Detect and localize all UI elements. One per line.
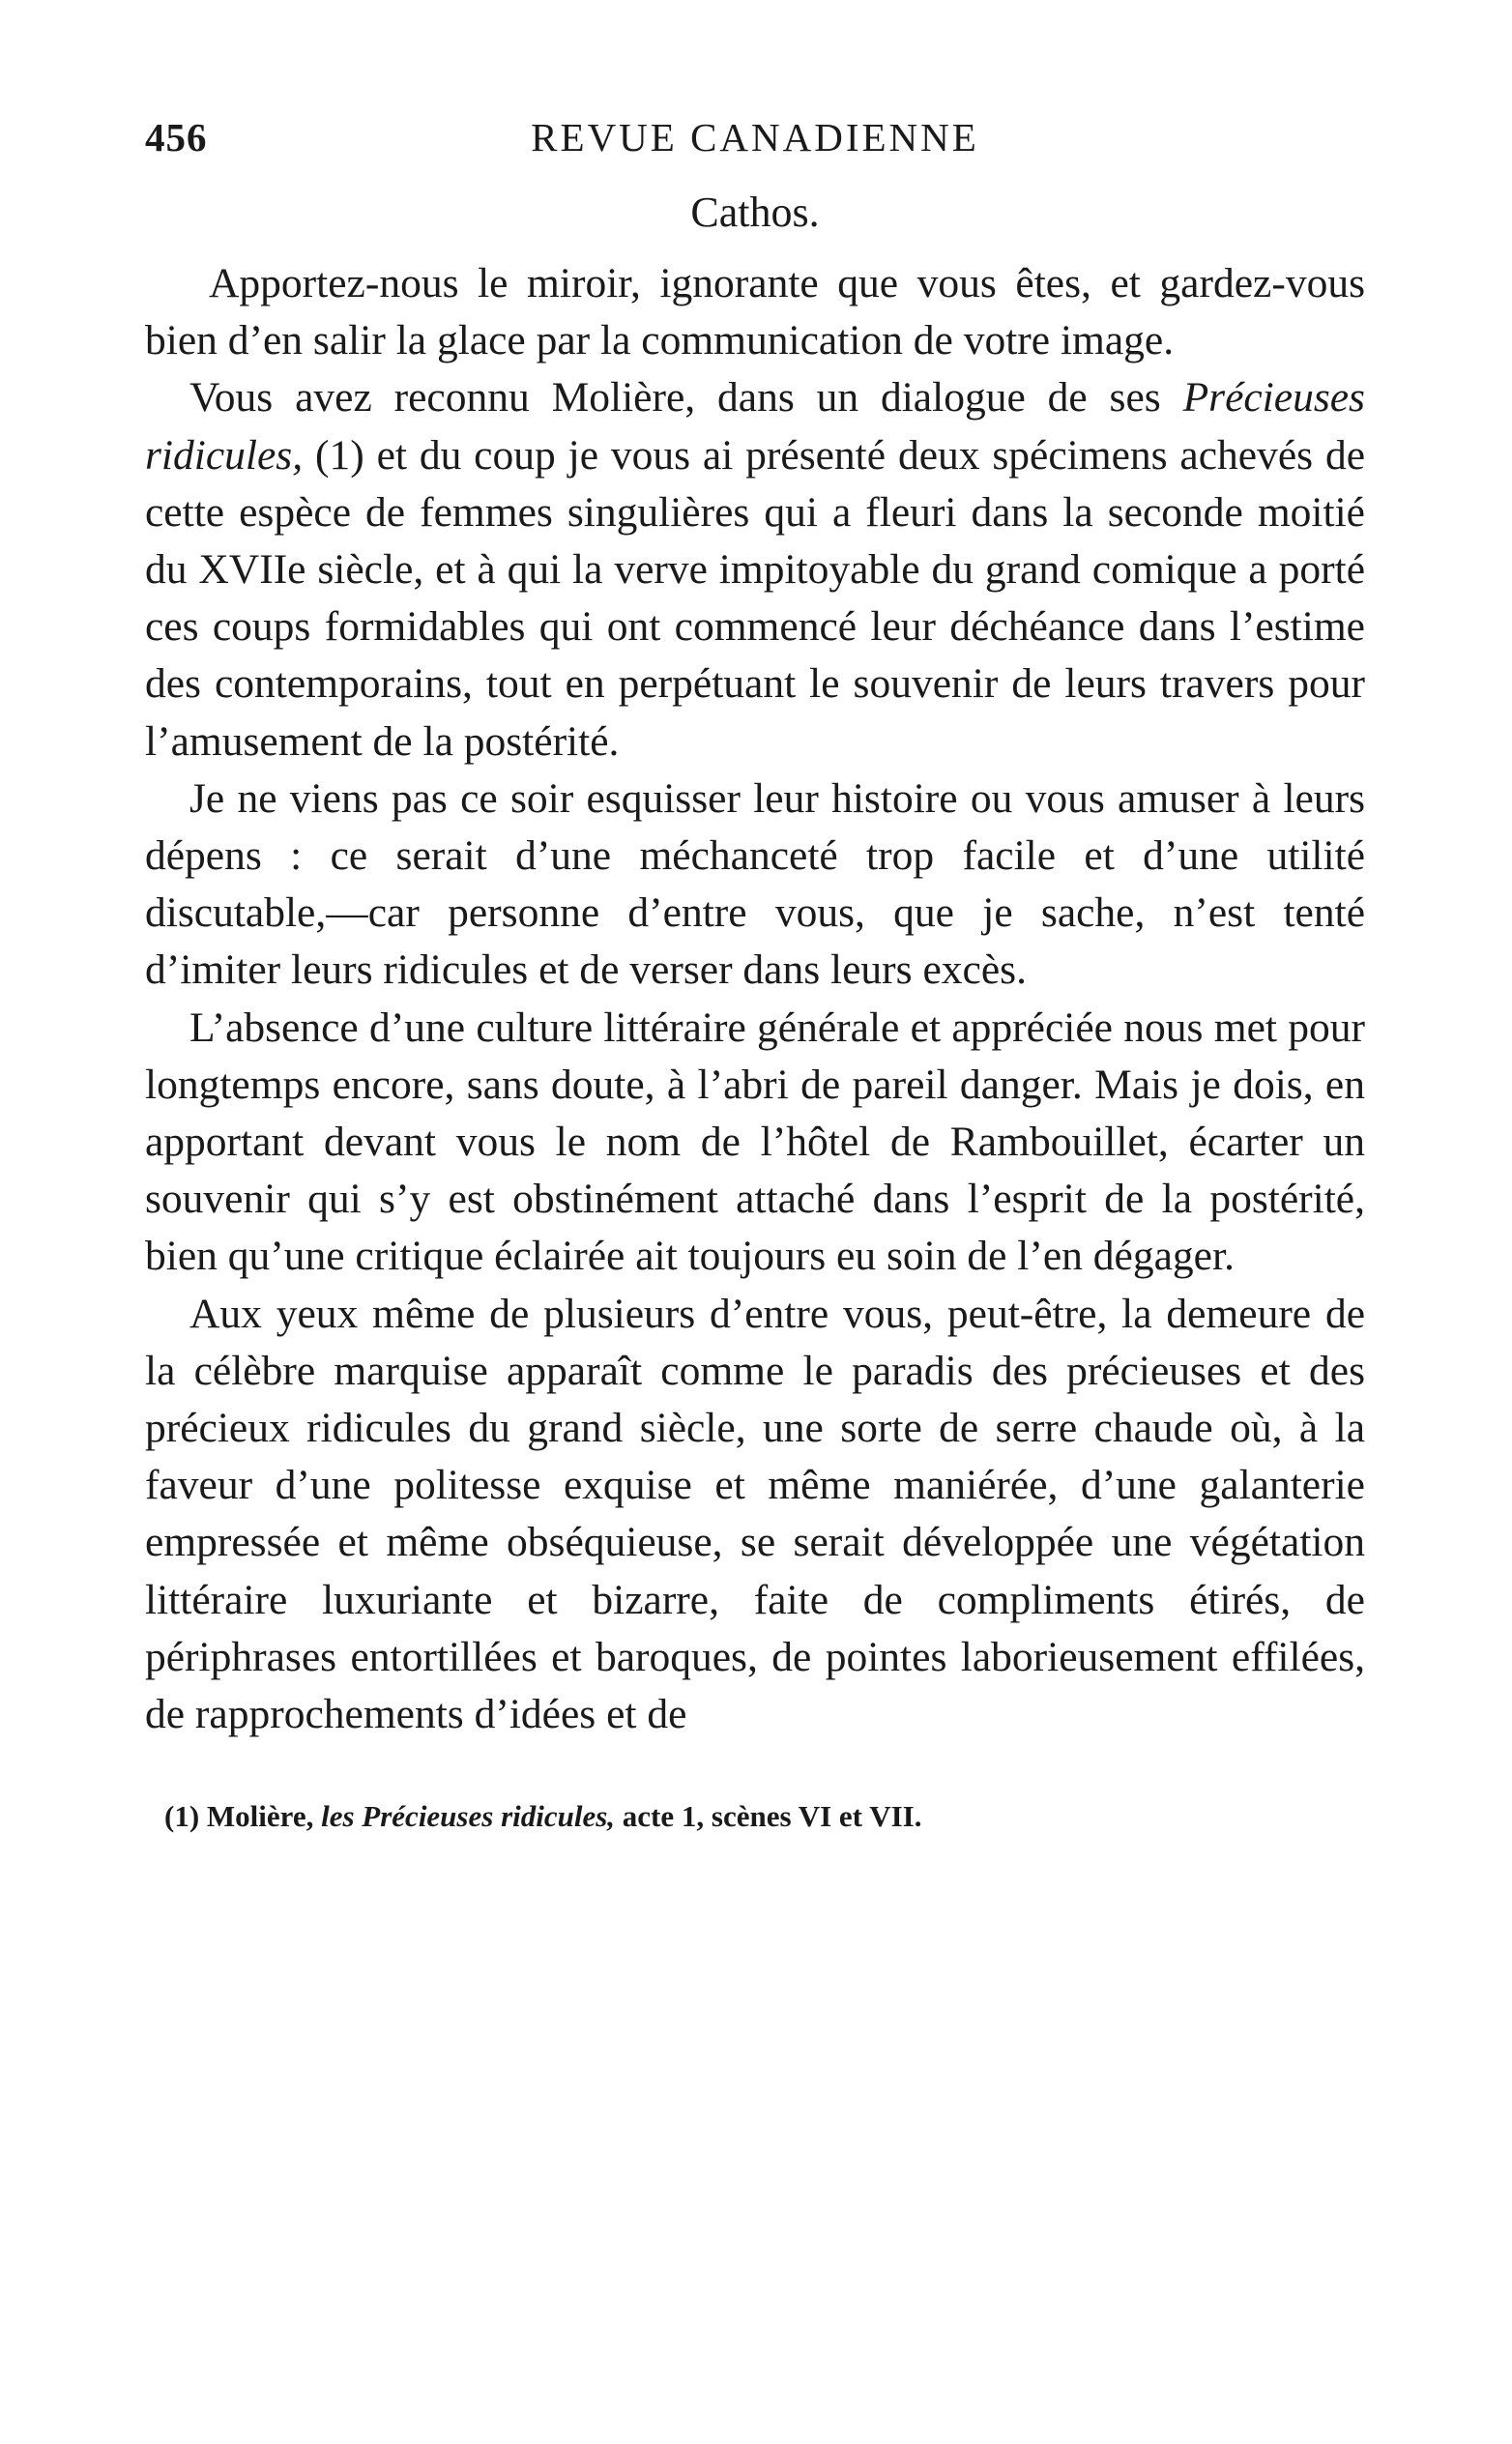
book-page	[145, 114, 1365, 1836]
footnote-work-title: les Précieuses ridicules,	[321, 1799, 616, 1834]
paragraph-culture: L’absence d’une culture littéraire générale et appréciée nous met pour longtemps encore, sans doute, à l’abri de pareil danger. Mais je dois, en apportant devant vous le nom de l’hôtel de Rambouillet, écarter un souvenir qui s’y est obstinément attaché dans l’esprit de la postérité, bien qu’une critique éclairée ait toujours eu soin de l’en dégager.	[145, 1004, 1365, 1280]
page-number: 456	[145, 115, 208, 160]
paragraph-moliere-text-start: Vous avez reconnu Molière, dans un dialogue de ses	[189, 374, 1161, 422]
paragraph-salon: Aux yeux même de plusieurs d’entre vous, peut-être, la demeure de la célèbre marquise apparaît comme le paradis des précieuses et des précieux ridicules du grand siècle, une sorte de serre chaude où, à la faveur d’une politesse exquise et même maniérée, d’une galanterie empressée et même obséquieuse, se serait développée une végétation littéraire luxuriante et bizarre, faite de compliments étirés, de périphrases entortillées et baroques, de pointes laborieusement effilées, de rapprochements d’idées et de	[145, 1290, 1365, 1738]
paragraph-intent: Je ne viens pas ce soir esquisser leur histoire ou vous amuser à leurs dépens : ce serait d’une méchanceté trop facile et d’une utilité discutable,—car personne d’entre vous, que je sache, n’est tenté d’imiter leurs ridicules et de verser dans leurs excès.	[145, 774, 1365, 994]
speaker-name: Cathos.	[690, 189, 820, 236]
footnote	[145, 1797, 1365, 1836]
body-text	[145, 255, 1365, 1743]
footnote-text-end: acte 1, scènes VI et VII.	[622, 1799, 922, 1834]
footnote-text-start: (1) Molière,	[164, 1799, 314, 1834]
paragraph-quote: Apportez-nous le miroir, ignorante que vous êtes, et gardez-vous bien d’en salir la glace par la communication de votre image.	[145, 260, 1365, 364]
paragraph-moliere-text-end: (1) et du coup je vous ai présenté deux spécimens achevés de cette espèce de femmes singulières qui a fleuri dans la seconde moitié du XVIIe siècle, et à qui la verve impitoyable du grand comique a porté ces coups formidables qui ont commencé leur déchéance dans l’estime des contemporains, tout en perpétuant le souvenir de leurs travers pour l’amusement de la postérité.	[145, 431, 1365, 765]
work-title-italic: Précieuses ridicules,	[145, 374, 1365, 479]
paragraph-moliere	[145, 369, 1365, 770]
page-header	[145, 114, 1365, 184]
running-title: REVUE CANADIENNE	[531, 115, 979, 160]
